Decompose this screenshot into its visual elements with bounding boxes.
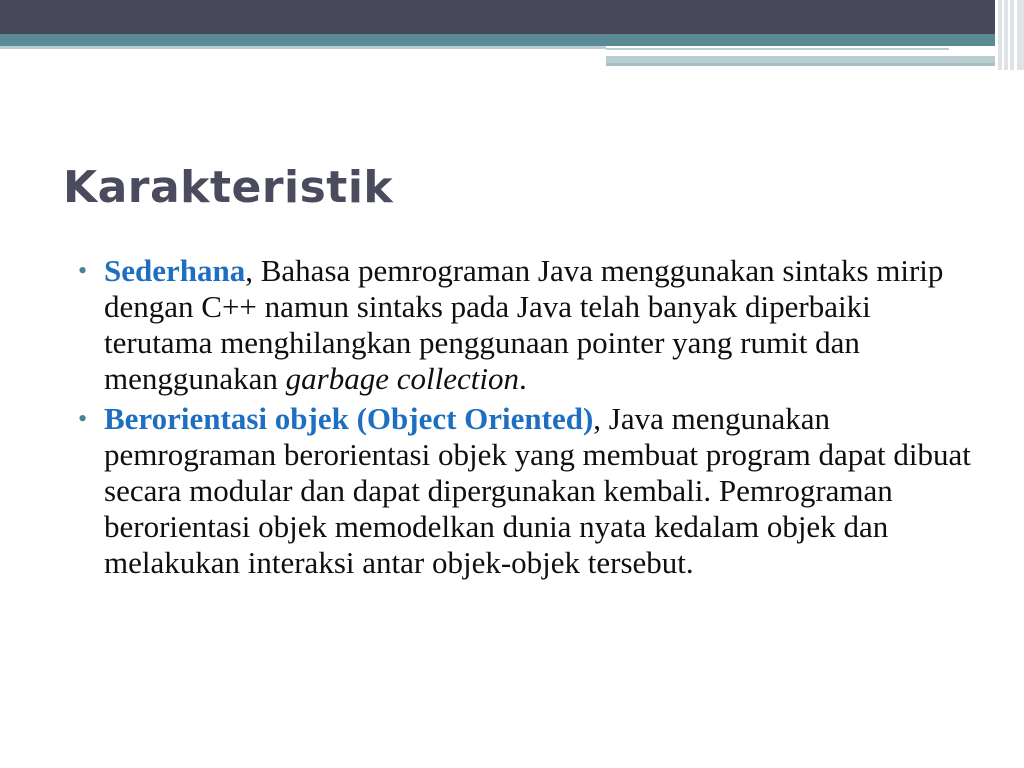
bullet-text: , Java mengunakan pemrograman berorientasi objek yang membuat program dapat dibuat secara modular dan dapat dipergunakan kembali. Pemrograman berorientasi objek memodelkan dunia nyata kedalam objek dan melakukan interaksi antar objek-objek tersebut.	[104, 401, 971, 580]
right-decor-strip	[606, 48, 949, 50]
edge-decor-line	[1017, 0, 1024, 70]
under-line	[0, 46, 606, 49]
bullet-list	[78, 253, 978, 585]
bullet-text: , Bahasa pemrograman Java menggunakan sintaks mirip dengan C++ namun sintaks pada Java telah banyak diperbaiki terutama menghilangkan penggunaan pointer yang rumit dan menggunakan	[104, 253, 944, 396]
right-decor-strip	[606, 56, 1006, 63]
bullet-term: Sederhana	[104, 253, 246, 288]
edge-decor-line	[1008, 0, 1010, 70]
right-decor-strip	[606, 63, 1006, 66]
slide-title: Karakteristik	[63, 162, 394, 213]
bullet-item-sederhana	[78, 253, 978, 397]
bullet-term: Berorientasi objek (Object Oriented)	[104, 401, 594, 436]
teal-band	[0, 34, 1024, 46]
bullet-item-oop	[78, 401, 978, 581]
edge-decor-line	[1002, 0, 1004, 70]
edge-decor-line	[1014, 0, 1017, 70]
bullet-text-end: .	[518, 361, 527, 396]
edge-decor-line	[995, 0, 998, 70]
bullet-italic-text: garbage collection	[285, 361, 519, 396]
bullet-icon: •	[78, 256, 88, 285]
bullet-icon: •	[78, 404, 88, 433]
top-band	[0, 0, 1024, 34]
